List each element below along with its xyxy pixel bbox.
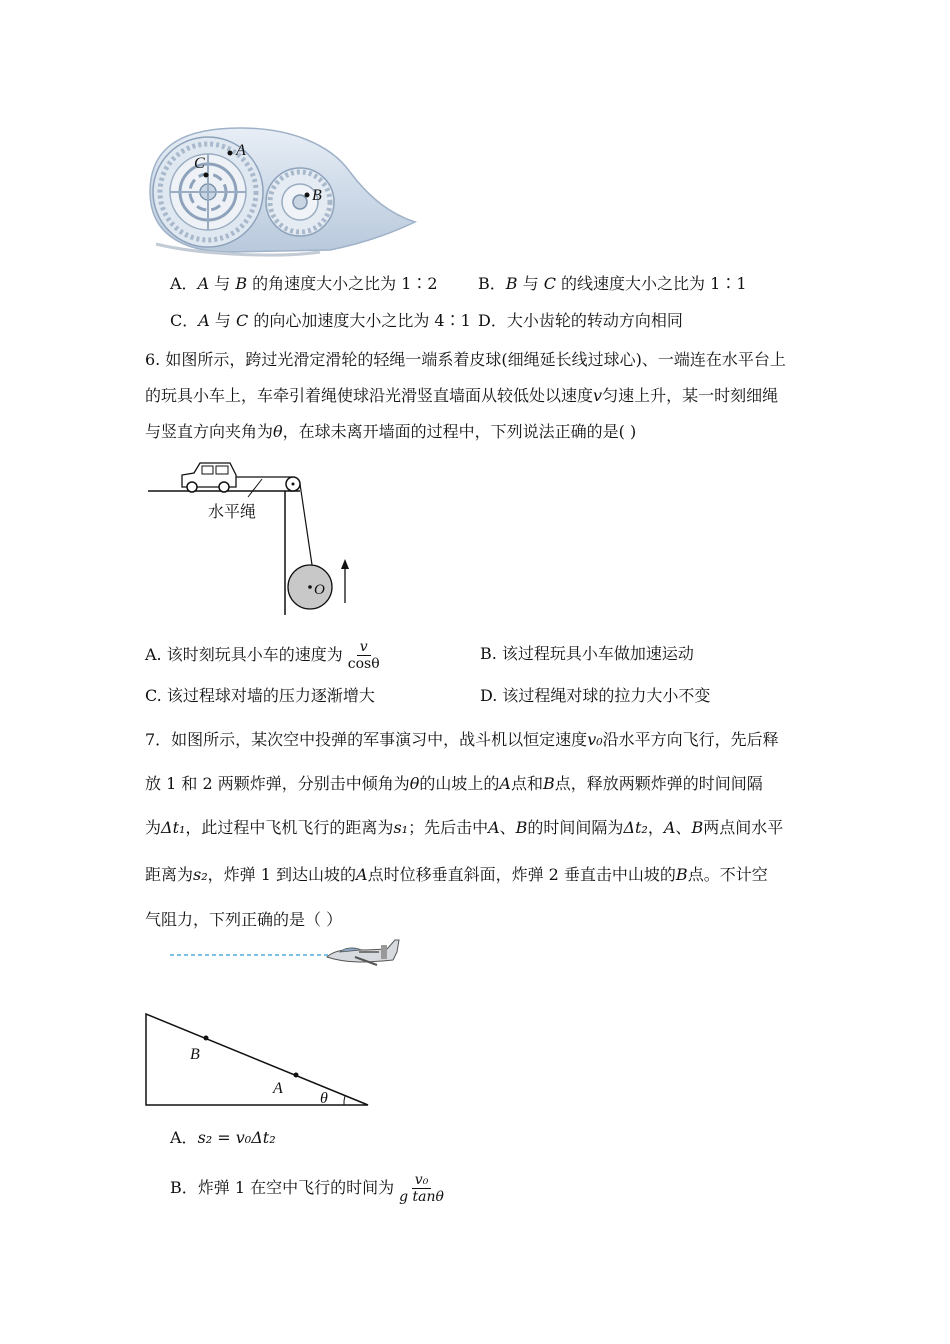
q5-option-d: D．大小齿轮的转动方向相同 (478, 311, 683, 330)
q6-line-2: 的玩具小车上，车牵引着绳使球沿光滑竖直墙面从较低处以速度v匀速上升，某一时刻细绳 (145, 386, 779, 405)
q7-line-1: 7．如图所示，某次空中投弹的军事演习中，战斗机以恒定速度v₀沿水平方向飞行，先后释 (145, 730, 779, 749)
point-b-dot (305, 193, 310, 198)
q6-option-b: B. 该过程玩具小车做加速运动 (480, 644, 694, 663)
q7-line-3: 为Δt₁，此过程中飞机飞行的距离为s₁；先后击中A、B的时间间隔为Δt₂，A、B两点间水平 (145, 818, 784, 837)
q5-option-a: A．A 与 B 的角速度大小之比为 1∶2 (170, 274, 438, 293)
q7-line-4: 距离为s₂，炸弹 1 到达山坡的A点时位移垂直斜面，炸弹 2 垂直击中山坡的B点。不计空 (145, 865, 768, 884)
point-a-dot (294, 1073, 299, 1078)
q7-line-2: 放 1 和 2 两颗炸弹，分别击中倾角为θ的山坡上的A点和B点，释放两颗炸弹的时间间隔 (145, 774, 763, 793)
q6-option-c: C. 该过程球对墙的压力逐渐增大 (145, 686, 375, 705)
toy-car-icon (182, 463, 236, 492)
point-b-dot (204, 1036, 209, 1041)
q6-option-d: D. 该过程绳对球的拉力大小不变 (480, 686, 711, 705)
q6-option-a: A. 该时刻玩具小车的速度为 $\frac{v}{\cos\theta}$ (145, 638, 380, 672)
slope-triangle (146, 1014, 368, 1105)
q5-option-c: C．A 与 C 的向心加速度大小之比为 4∶1 (170, 311, 471, 330)
point-c-label: C (194, 155, 205, 172)
correction-tape-figure (140, 122, 420, 262)
point-b-label: B (312, 187, 322, 204)
angle-theta-label: θ (320, 1090, 328, 1107)
large-gear (153, 137, 263, 247)
q6-pulley-figure (140, 455, 370, 620)
fighter-jet-icon (327, 940, 399, 965)
q7-line-5: 气阻力，下列正确的是（ ） (145, 910, 343, 929)
q7-plane-figure (165, 935, 405, 975)
point-b-label: B (190, 1046, 200, 1063)
horizontal-rope-label: 水平绳 (208, 504, 257, 521)
point-a-label: A (273, 1080, 283, 1097)
q6-line-3: 与竖直方向夹角为θ，在球未离开墙面的过程中，下列说法正确的是( ) (145, 422, 637, 441)
ball-center-label: O (314, 582, 325, 598)
q7-option-b: B．炸弹 1 在空中飞行的时间为 $\frac{\text{v₀}}{\text{g tanθ}}$ (170, 1171, 444, 1205)
point-c-dot (204, 173, 209, 178)
q6-line-1: 6. 如图所示，跨过光滑定滑轮的轻绳一端系着皮球(细绳延长线过球心)、一端连在水平台上 (145, 350, 786, 369)
point-a-label: A (236, 142, 246, 159)
q5-option-b: B．B 与 C 的线速度大小之比为 1∶1 (478, 274, 747, 293)
q7-slope-figure (140, 1010, 380, 1110)
small-gear (266, 168, 334, 236)
q7-option-a: A．s₂ = v₀Δt₂ (170, 1128, 276, 1147)
point-a-dot (228, 151, 233, 156)
